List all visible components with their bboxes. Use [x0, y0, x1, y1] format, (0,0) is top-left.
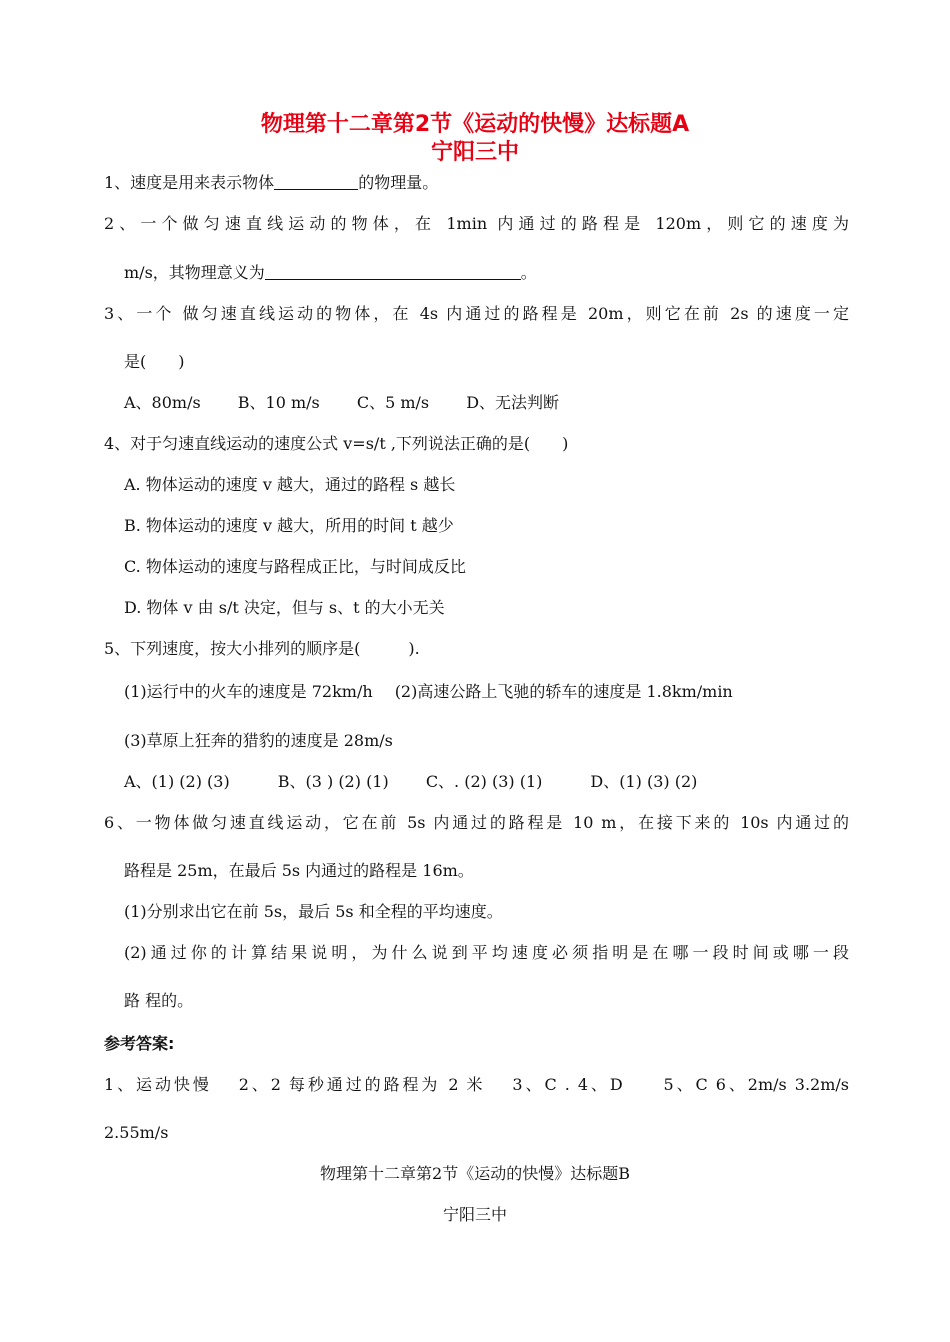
- answers-line-2: 2.55m/s: [104, 1123, 169, 1142]
- question-5-item-3: (3)草原上狂奔的猎豹的速度是 28m/s: [124, 731, 393, 750]
- question-1: 1、速度是用来表示物体 的物理量。: [104, 173, 439, 192]
- question-4-stem: 4、对于匀速直线运动的速度公式 v=s/t ,下列说法正确的是( ): [104, 434, 569, 453]
- question-2-line-1: 2、一个做匀速直线运动的物体，在 1min 内通过的路程是 120m，则它的速度为: [104, 214, 849, 233]
- document-title: 物理第十二章第2节《运动的快慢》达标题A: [260, 112, 690, 137]
- question-4-option-d: D. 物体 v 由 s/t 决定，但与 s、t 的大小无关: [124, 598, 445, 617]
- question-6-line-1: 6、一物体做匀速直线运动，它在前 5s 内通过的路程是 10 m，在接下来的 10s 内通过的: [104, 813, 849, 832]
- answers-heading: 参考答案:: [104, 1034, 175, 1053]
- question-3-line-2: 是( ): [124, 352, 185, 371]
- question-5-options: A、(1) (2) (3) B、(3 ) (2) (1) C、. (2) (3) (1) D、(1) (3) (2): [124, 772, 698, 791]
- question-6-line-2: 路程是 25m，在最后 5s 内通过的路程是 16m。: [124, 861, 474, 880]
- question-5-item-2: (2)高速公路上飞驰的轿车的速度是 1.8km/min: [394, 682, 733, 701]
- question-5-items: [124, 681, 849, 703]
- question-6-sub-2-line-2: 路 程的。: [124, 991, 194, 1010]
- question-4-option-a: A. 物体运动的速度 v 越大，通过的路程 s 越长: [124, 475, 456, 494]
- question-4-option-b: B. 物体运动的速度 v 越大，所用的时间 t 越少: [124, 516, 454, 535]
- question-4-option-c: C. 物体运动的速度与路程成正比，与时间成反比: [124, 557, 466, 576]
- question-3-options: A、80m/s B、10 m/s C、5 m/s D、无法判断: [124, 393, 560, 412]
- answer-blank: [265, 263, 521, 280]
- question-5-stem: 5、下列速度，按大小排列的顺序是( ).: [104, 639, 420, 658]
- question-2-line-2: m/s，其物理意义为 。: [124, 263, 537, 282]
- answers-line-1: 1、运动快慢 2、2 每秒通过的路程为 2 米 3、C . 4、D 5、C 6、2m/s 3.2m/s: [104, 1075, 849, 1094]
- question-5-item-1: (1)运行中的火车的速度是 72km/h: [124, 682, 373, 701]
- school-name: 宁阳三中: [430, 140, 519, 165]
- next-section-school: 宁阳三中: [442, 1205, 507, 1224]
- question-6-sub-2-line-1: (2)通过你的计算结果说明，为什么说到平均速度必须指明是在哪一段时间或哪一段: [124, 943, 849, 962]
- next-section-title: 物理第十二章第2节《运动的快慢》达标题B: [320, 1164, 630, 1183]
- question-3-line-1: 3、一个 做匀速直线运动的物体，在 4s 内通过的路程是 20m，则它在前 2s 的速度一定: [104, 304, 849, 323]
- answer-blank: [274, 173, 358, 190]
- question-6-sub-1: (1)分别求出它在前 5s，最后 5s 和全程的平均速度。: [124, 902, 503, 921]
